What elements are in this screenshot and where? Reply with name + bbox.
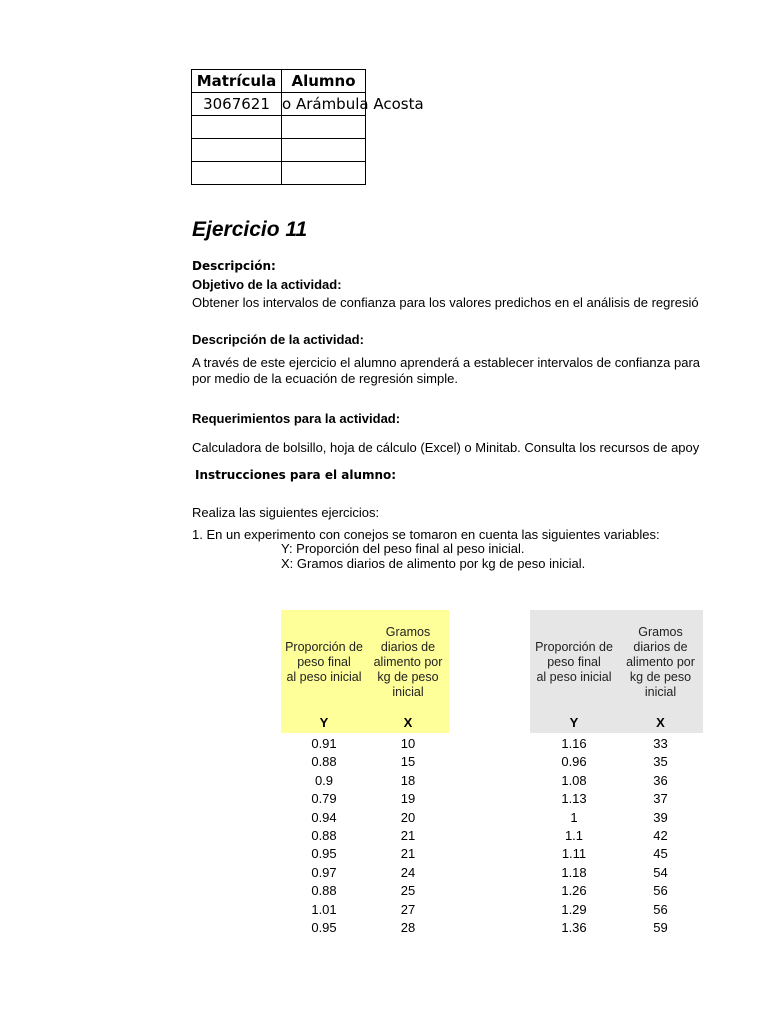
- header-line: kg de peso: [377, 670, 439, 684]
- table-row: [192, 93, 366, 116]
- header-line: alimento por: [626, 655, 695, 669]
- table2-x-symbol: X: [656, 715, 665, 730]
- x-value-cell: 45: [653, 846, 668, 862]
- y-value-cell: 1.01: [311, 901, 337, 917]
- alumno-cell: [282, 162, 366, 185]
- table1-y-header: [281, 640, 367, 685]
- header-line: kg de peso: [629, 670, 692, 684]
- y-value-cell: 0.97: [311, 864, 337, 880]
- y-value-cell: 0.95: [311, 846, 337, 862]
- x-value-cell: 42: [653, 827, 668, 843]
- x-value-cell: 37: [653, 791, 668, 807]
- y-value-cell: 1: [570, 809, 578, 825]
- matricula-cell: [192, 162, 282, 185]
- x-value-cell: 21: [400, 827, 416, 843]
- x-value-cell: 27: [400, 901, 416, 917]
- x-value-cell: 35: [653, 754, 668, 770]
- y-value-cell: 1.11: [561, 846, 587, 862]
- y-value-cell: 0.79: [311, 791, 337, 807]
- alumno-cell: [282, 93, 424, 116]
- header-line: al peso inicial: [286, 670, 362, 684]
- matricula-cell: 3067621: [192, 93, 282, 116]
- y-value-cell: 1.26: [561, 883, 587, 899]
- y-value-cell: 1.08: [561, 772, 587, 788]
- x-value-cell: 59: [653, 919, 668, 935]
- x-value-cell: 56: [653, 901, 668, 917]
- descripcion-label: Descripción:: [192, 259, 276, 273]
- table-row: [192, 116, 366, 139]
- x-value-cell: 36: [653, 772, 668, 788]
- x-value-cell: 56: [653, 883, 668, 899]
- requerimientos-text: Calculadora de bolsillo, hoja de cálculo (Excel) o Minitab. Consulta los recursos de apoy: [192, 440, 700, 455]
- y-value-cell: 0.94: [311, 809, 337, 825]
- x-value-cell: 54: [653, 864, 668, 880]
- exercise-title: Ejercicio 11: [192, 218, 308, 241]
- alumno-header: Alumno: [282, 70, 366, 93]
- x-value-cell: 28: [400, 919, 416, 935]
- header-line: peso final: [547, 655, 601, 669]
- requerimientos-label: Requerimientos para la actividad:: [192, 411, 401, 426]
- table2-y-column: [530, 735, 618, 937]
- table1-x-symbol: X: [403, 715, 413, 730]
- y-value-cell: 0.91: [311, 736, 337, 751]
- table1-y-column: [281, 735, 367, 937]
- header-line: inicial: [392, 685, 424, 699]
- table2-y-header: [530, 640, 618, 685]
- y-value-cell: 1.18: [561, 864, 587, 880]
- y-value-cell: 1.36: [561, 919, 587, 935]
- header-line: alimento por: [373, 655, 443, 669]
- x-value-cell: 24: [400, 864, 416, 880]
- x-value-cell: 15: [400, 754, 416, 770]
- y-value-cell: 1.13: [561, 791, 587, 807]
- header-line: inicial: [644, 685, 677, 699]
- problem-line1: 1. En un experimento con conejos se tomaron en cuenta las siguientes variables:: [192, 527, 660, 542]
- alumno-name: o Arámbula Acosta: [282, 95, 424, 113]
- student-table: [191, 69, 424, 185]
- problem-line3: X: Gramos diarios de alimento por kg de peso inicial.: [281, 556, 586, 571]
- header-line: Gramos: [385, 625, 431, 639]
- y-value-cell: 1.16: [561, 736, 587, 751]
- descripcion-actividad-line2: por medio de la ecuación de regresión simple.: [192, 371, 458, 386]
- header-line: peso final: [297, 655, 351, 669]
- header-line: diarios de: [633, 640, 688, 654]
- table1-y-symbol: Y: [319, 715, 329, 730]
- table-row: [192, 162, 366, 185]
- header-line: al peso inicial: [536, 670, 612, 684]
- y-value-cell: 0.96: [561, 754, 587, 770]
- y-value-cell: 0.88: [311, 883, 337, 899]
- header-line: Gramos: [638, 625, 683, 639]
- y-value-cell: 1.1: [564, 827, 584, 843]
- y-value-cell: 0.88: [311, 754, 337, 770]
- table1-x-column: [367, 735, 449, 937]
- matricula-cell: [192, 139, 282, 162]
- x-value-cell: 19: [400, 791, 416, 807]
- descripcion-actividad-line1: A través de este ejercicio el alumno aprenderá a establecer intervalos de confianza para: [192, 355, 701, 370]
- x-value-cell: 39: [653, 809, 668, 825]
- problem-line2: Y: Proporción del peso final al peso inicial.: [281, 541, 525, 556]
- header-line: Proporción de: [535, 640, 613, 654]
- table2-y-symbol: Y: [569, 715, 579, 730]
- y-value-cell: 0.88: [311, 827, 337, 843]
- x-value-cell: 33: [653, 736, 668, 751]
- table2-x-column: [618, 735, 703, 937]
- x-value-cell: 10: [400, 736, 416, 751]
- matricula-header: Matrícula: [192, 70, 282, 93]
- realiza-text: Realiza las siguientes ejercicios:: [192, 505, 380, 520]
- table1-x-header: [367, 625, 449, 700]
- alumno-cell: [282, 116, 366, 139]
- header-line: diarios de: [380, 640, 436, 654]
- alumno-cell: [282, 139, 366, 162]
- table2-x-header: [618, 625, 703, 700]
- x-value-cell: 25: [400, 883, 416, 899]
- instrucciones-label: Instrucciones para el alumno:: [195, 468, 397, 482]
- objetivo-text: Obtener los intervalos de confianza para los valores predichos en el análisis de regresió: [192, 295, 699, 310]
- y-value-cell: 0.9: [314, 772, 334, 788]
- matricula-cell: [192, 116, 282, 139]
- x-value-cell: 20: [400, 809, 416, 825]
- x-value-cell: 21: [400, 846, 416, 862]
- objetivo-label: Objetivo de la actividad:: [192, 277, 342, 292]
- table-row: [192, 139, 366, 162]
- header-line: Proporción de: [285, 640, 363, 654]
- y-value-cell: 1.29: [561, 901, 587, 917]
- descripcion-actividad-label: Descripción de la actividad:: [192, 332, 364, 347]
- x-value-cell: 18: [400, 772, 416, 788]
- y-value-cell: 0.95: [311, 919, 337, 935]
- student-table-header: [192, 70, 366, 93]
